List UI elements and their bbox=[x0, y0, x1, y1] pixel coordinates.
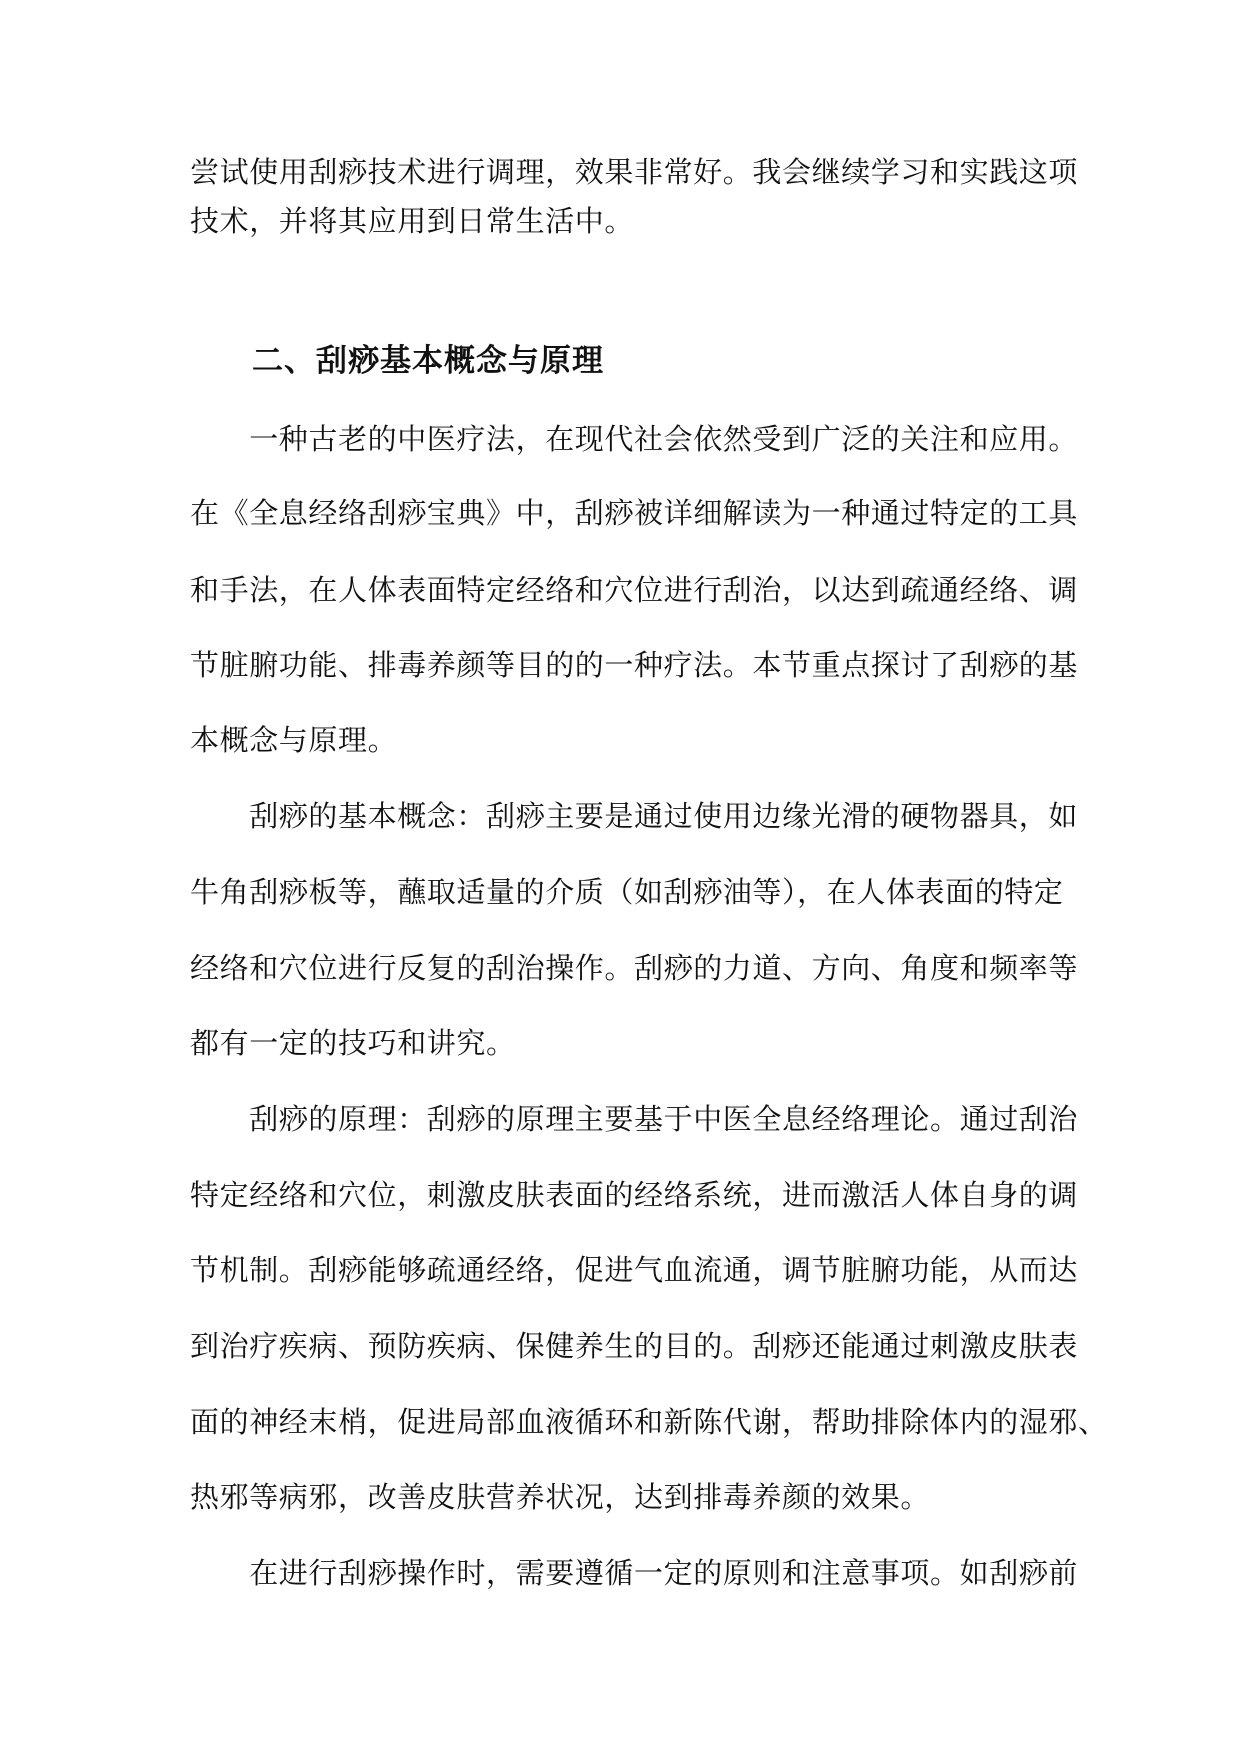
paragraph-line: 节机制。刮痧能够疏通经络，促进气血流通，调节脏腑功能，从而达 bbox=[190, 1253, 1079, 1287]
paragraph-line: 特定经络和穴位，刺激皮肤表面的经络系统，进而激活人体自身的调 bbox=[190, 1178, 1079, 1212]
paragraph-line: 经络和穴位进行反复的刮治操作。刮痧的力道、方向、角度和频率等 bbox=[190, 951, 1079, 985]
section-heading: 二、刮痧基本概念与原理 bbox=[252, 343, 604, 379]
intro-line-2: 技术，并将其应用到日常生活中。 bbox=[190, 204, 635, 238]
paragraph-line: 牛角刮痧板等，蘸取适量的介质（如刮痧油等），在人体表面的特定 bbox=[190, 875, 1064, 909]
paragraph-line: 热邪等病邪，改善皮肤营养状况，达到排毒养颜的效果。 bbox=[190, 1480, 931, 1514]
paragraph-line: 刮痧的基本概念：刮痧主要是通过使用边缘光滑的硬物器具，如 bbox=[190, 799, 1079, 833]
paragraph-line: 刮痧的原理：刮痧的原理主要基于中医全息经络理论。通过刮治 bbox=[190, 1102, 1079, 1136]
paragraph-line: 本概念与原理。 bbox=[190, 723, 398, 757]
intro-line-1: 尝试使用刮痧技术进行调理，效果非常好。我会继续学习和实践这项 bbox=[190, 155, 1079, 189]
paragraph-line: 面的神经末梢，促进局部血液循环和新陈代谢，帮助排除体内的湿邪、 bbox=[190, 1405, 1108, 1439]
paragraph-line: 到治疗疾病、预防疾病、保健养生的目的。刮痧还能通过刺激皮肤表 bbox=[190, 1329, 1079, 1363]
paragraph-line: 和手法，在人体表面特定经络和穴位进行刮治，以达到疏通经络、调 bbox=[190, 573, 1079, 607]
paragraph-line: 在《全息经络刮痧宝典》中，刮痧被详细解读为一种通过特定的工具 bbox=[190, 496, 1079, 530]
paragraph-line: 一种古老的中医疗法，在现代社会依然受到广泛的关注和应用。 bbox=[190, 422, 1079, 456]
paragraph-line: 在进行刮痧操作时，需要遵循一定的原则和注意事项。如刮痧前 bbox=[190, 1556, 1079, 1590]
paragraph-line: 节脏腑功能、排毒养颜等目的的一种疗法。本节重点探讨了刮痧的基 bbox=[190, 648, 1079, 682]
paragraph-line: 都有一定的技巧和讲究。 bbox=[190, 1026, 516, 1060]
